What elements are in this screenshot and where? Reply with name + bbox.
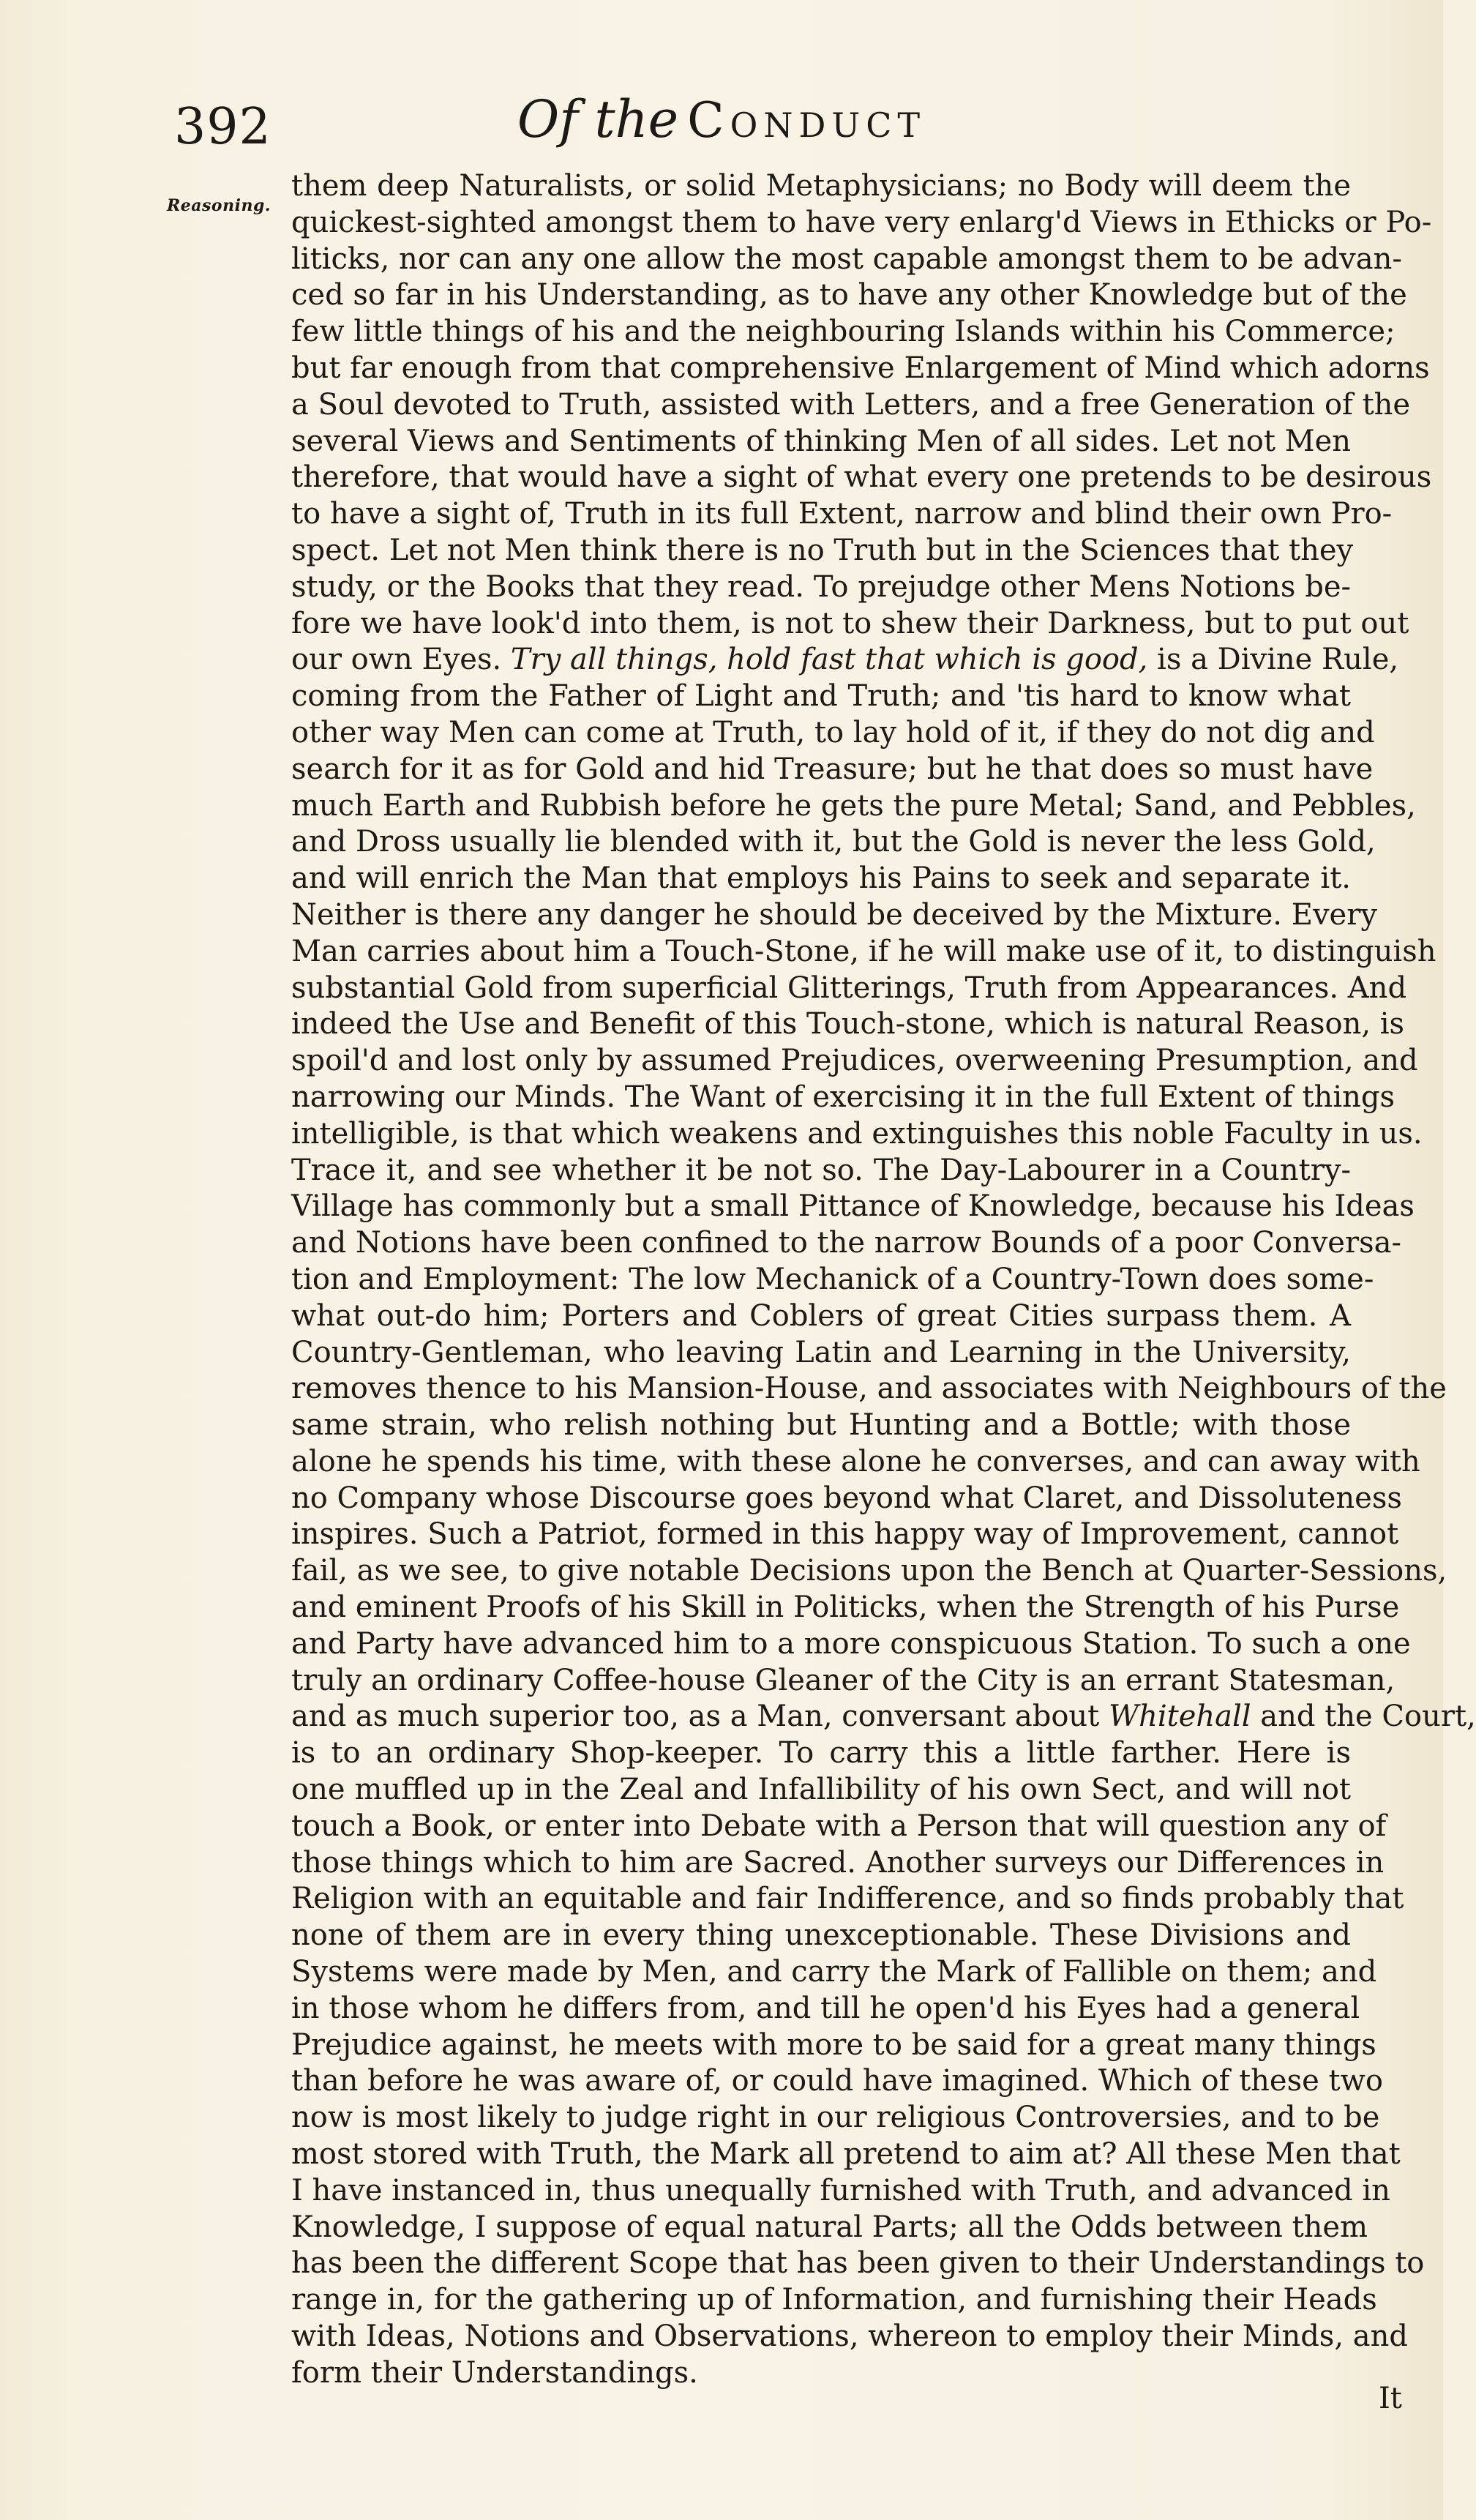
- running-title: [0, 89, 1443, 149]
- body-line: in those whom he differs from, and till he open'd his Eyes had a general: [291, 1991, 1360, 2025]
- body-line: and as much superior too, as a Man, conversant about Whitehall and the Court,: [291, 1700, 1476, 1734]
- body-line: and Notions have been confined to the narrow Bounds of a poor Conversa-: [291, 1226, 1401, 1260]
- margin-note: Reasoning.: [167, 196, 271, 215]
- body-line: Knowledge, I suppose of equal natural Parts; all the Odds between them: [291, 2210, 1368, 2244]
- body-line: same strain, who relish nothing but Hunting and a Bottle; with those: [291, 1408, 1351, 1443]
- body-line: than before he was aware of, or could have imagined. Which of these two: [291, 2064, 1383, 2098]
- body-line: no Company whose Discourse goes beyond what Claret, and Dissoluteness: [291, 1481, 1402, 1515]
- body-line: and eminent Proofs of his Skill in Politicks, when the Strength of his Purse: [291, 1590, 1400, 1625]
- body-line: range in, for the gathering up of Information, and furnishing their Heads: [291, 2283, 1377, 2317]
- body-line: several Views and Sentiments of thinking Men of all sides. Let not Men: [291, 424, 1351, 458]
- body-line: them deep Naturalists, or solid Metaphysicians; no Body will deem the: [291, 169, 1351, 203]
- body-line: what out-do him; Porters and Coblers of great Cities surpass them. A: [291, 1298, 1351, 1333]
- body-line: other way Men can come at Truth, to lay hold of it, if they do not dig and: [291, 715, 1375, 749]
- body-line: Systems were made by Men, and carry the Mark of Fallible on them; and: [291, 1955, 1377, 1989]
- body-line: fore we have look'd into them, is not to shew their Darkness, but to put out: [291, 606, 1409, 640]
- body-line: spoil'd and lost only by assumed Prejudices, overweening Presumption, and: [291, 1044, 1418, 1078]
- body-line: Religion with an equitable and fair Indifference, and so finds probably that: [291, 1882, 1404, 1916]
- body-line: therefore, that would have a sight of what every one pretends to be desirous: [291, 460, 1432, 495]
- body-line: coming from the Father of Light and Truth; and 'tis hard to know what: [291, 679, 1351, 714]
- body-line: Country-Gentleman, who leaving Latin and Learning in the University,: [291, 1335, 1351, 1369]
- body-line: now is most likely to judge right in our religious Controversies, and to be: [291, 2101, 1380, 2135]
- body-line: much Earth and Rubbish before he gets the pure Metal; Sand, and Pebbles,: [291, 788, 1416, 823]
- body-line: search for it as for Gold and hid Treasure; but he that does so must have: [291, 752, 1374, 786]
- body-line: intelligible, is that which weakens and extinguishes this noble Faculty in us.: [291, 1116, 1423, 1151]
- body-line: inspires. Such a Patriot, formed in this happy way of Improvement, cannot: [291, 1517, 1399, 1552]
- italic-phrase: Try all things, hold fast that which is good,: [510, 643, 1148, 677]
- body-line: indeed the Use and Benefit of this Touch-stone, which is natural Reason, is: [291, 1007, 1405, 1042]
- italic-phrase: Whitehall: [1108, 1700, 1251, 1734]
- body-line: spect. Let not Men think there is no Truth but in the Sciences that they: [291, 533, 1354, 567]
- body-line: most stored with Truth, the Mark all pretend to aim at? All these Men that: [291, 2137, 1401, 2172]
- catchword: It: [1379, 2382, 1402, 2415]
- body-line: a Soul devoted to Truth, assisted with Letters, and a free Generation of the: [291, 387, 1411, 422]
- body-line: substantial Gold from superficial Glitterings, Truth from Appearances. And: [291, 971, 1407, 1005]
- body-line: touch a Book, or enter into Debate with a Person that will question any of: [291, 1809, 1387, 1843]
- body-line: is to an ordinary Shop-keeper. To carry this a little farther. Here is: [291, 1736, 1351, 1771]
- body-line: with Ideas, Notions and Observations, whereon to employ their Minds, and: [291, 2319, 1408, 2354]
- body-line: Trace it, and see whether it be not so. The Day-Labourer in a Country-: [291, 1153, 1351, 1187]
- body-line: I have instanced in, thus unequally furnished with Truth, and advanced in: [291, 2173, 1390, 2207]
- body-line: form their Understandings.: [291, 2355, 698, 2390]
- body-line: alone he spends his time, with these alone he converses, and can away with: [291, 1444, 1420, 1478]
- body-line: removes thence to his Mansion-House, and associates with Neighbours of the: [291, 1372, 1447, 1406]
- body-line: tion and Employment: The low Mechanick of a Country-Town does some-: [291, 1262, 1374, 1296]
- body-line: Man carries about him a Touch-Stone, if he will make use of it, to distinguish: [291, 934, 1436, 968]
- body-line: ced so far in his Understanding, as to have any other Knowledge but of the: [291, 278, 1407, 313]
- body-line: Neither is there any danger he should be deceived by the Mixture. Every: [291, 897, 1377, 932]
- body-line: one muffled up in the Zeal and Infallibility of his own Sect, and will not: [291, 1773, 1351, 1807]
- running-title-italic: Of the: [517, 89, 679, 149]
- body-line: has been the different Scope that has been given to their Understandings to: [291, 2246, 1425, 2281]
- body-line: quickest-sighted amongst them to have very enlarg'd Views in Ethicks or Po-: [291, 205, 1432, 239]
- body-line: narrowing our Minds. The Want of exercising it in the full Extent of things: [291, 1080, 1396, 1114]
- body-text: [291, 168, 1476, 2392]
- body-line: study, or the Books that they read. To prejudge other Mens Notions be-: [291, 569, 1351, 604]
- body-line: but far enough from that comprehensive Enlargement of Mind which adorns: [291, 351, 1430, 385]
- body-line: fail, as we see, to give notable Decisions upon the Bench at Quarter-Sessions,: [291, 1554, 1447, 1588]
- body-line: Village has commonly but a small Pittance of Knowledge, because his Ideas: [291, 1189, 1415, 1224]
- body-line: Prejudice against, he meets with more to be said for a great many things: [291, 2027, 1376, 2062]
- body-line: none of them are in every thing unexceptionable. These Divisions and: [291, 1918, 1351, 1953]
- body-line: and Dross usually lie blended with it, but the Gold is never the less Gold,: [291, 825, 1376, 859]
- body-line: to have a sight of, Truth in its full Extent, narrow and blind their own Pro-: [291, 497, 1393, 531]
- body-line: our own Eyes. Try all things, hold fast that which is good, is a Divine Rule,: [291, 643, 1399, 677]
- running-title-caps: Conduct: [687, 92, 926, 149]
- page-number: 392: [174, 98, 271, 156]
- body-line: truly an ordinary Coffee-house Gleaner of the City is an errant Statesman,: [291, 1663, 1396, 1697]
- body-line: those things which to him are Sacred. Another surveys our Differences in: [291, 1845, 1385, 1880]
- body-line: few little things of his and the neighbouring Islands within his Commerce;: [291, 315, 1396, 349]
- body-line: and will enrich the Man that employs his Pains to seek and separate it.: [291, 861, 1351, 896]
- body-line: and Party have advanced him to a more conspicuous Station. To such a one: [291, 1626, 1411, 1661]
- body-line: liticks, nor can any one allow the most capable amongst them to be advan-: [291, 242, 1402, 276]
